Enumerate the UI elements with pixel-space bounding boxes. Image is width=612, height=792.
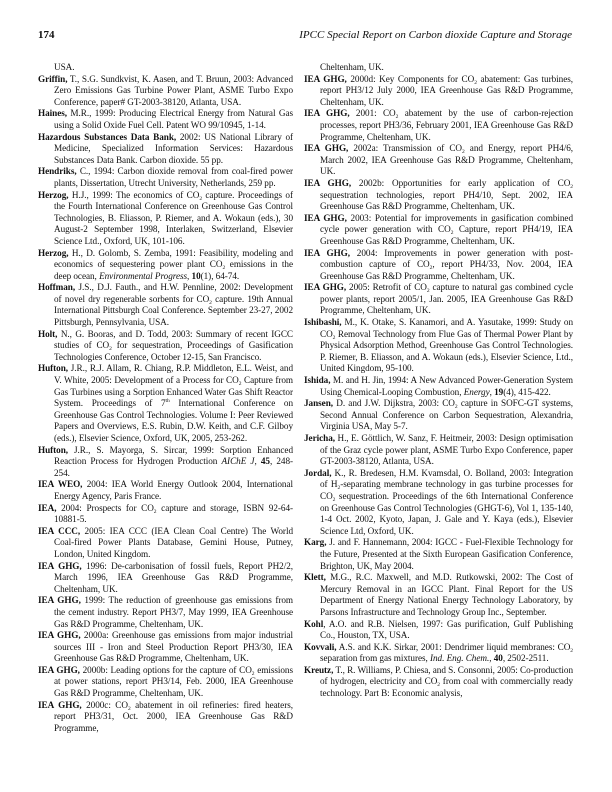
reference-text: M., K. Otake, S. Kanamori, and A. Yasutake, 1999: Study on CO	[320, 317, 573, 339]
reference-text: abatement: Gas turbines, report PH3/12 July 2000, IEA Greenhouse Gas R&D Programme, Cheltenham, UK.	[320, 73, 573, 107]
reference-author: IEA GHG,	[38, 699, 82, 710]
reference-entry	[304, 665, 573, 700]
reference-author: IEA GHG,	[304, 143, 349, 154]
reference-entry	[38, 74, 293, 109]
reference-entry	[304, 282, 573, 317]
reference-text: from coal with commercially ready technology. Part B: Economic analysis,	[320, 676, 573, 699]
reference-author: Haines,	[38, 108, 68, 119]
reference-text: H.J., 1999: The economics of CO	[68, 189, 200, 200]
reference-text: capture and storage, ISBN 92-64-10881-5.	[54, 502, 293, 525]
reference-entry	[38, 503, 293, 526]
reference-entry	[304, 108, 573, 143]
reference-entry	[304, 74, 573, 109]
reference-author: Kreutz,	[304, 664, 334, 675]
reference-text: N., G. Booras, and D. Todd, 2003: Summary of recent IGCC studies of CO	[54, 328, 293, 351]
running-title: IPCC Special Report on Carbon dioxide Capture and Storage	[299, 29, 572, 41]
reference-text: , A.O. and R.B. Nielsen, 1997: Gas purification, Gulf Publishing Co., Houston, TX, USA.	[320, 618, 573, 641]
reference-entry	[304, 619, 573, 642]
reference-author: IEA CCC,	[38, 525, 81, 536]
reference-text: abatement by the use of carbon-rejection processes, report PH3/36, February 2001, IEA Greenhouse Gas R&D Programme, Cheltenham, UK.	[320, 108, 573, 142]
reference-entry	[38, 132, 293, 167]
reference-journal: Environmental Progress	[99, 270, 188, 281]
reference-text: 1999: The reduction of greenhouse gas emissions from the cement industry. Report PH3/7, May 1999, IEA Greenhouse Gas R&D Programme, Cheltenham, UK.	[54, 595, 293, 629]
reference-author: IEA GHG,	[304, 177, 352, 188]
reference-author: IEA GHG,	[38, 664, 80, 675]
reference-author: Griffin,	[38, 73, 68, 84]
reference-entry	[304, 178, 573, 213]
reference-entry	[304, 248, 573, 283]
reference-entry	[304, 572, 573, 618]
reference-entry	[38, 526, 293, 561]
reference-entry	[304, 143, 573, 178]
reference-entry	[38, 166, 293, 189]
reference-author: Hazardous Substances Data Bank,	[38, 131, 177, 142]
reference-entry	[304, 433, 573, 468]
reference-author: Jordal,	[304, 467, 332, 478]
reference-text: 2000c: CO	[81, 699, 128, 710]
reference-author: IEA GHG,	[304, 108, 350, 119]
reference-entry	[38, 630, 293, 665]
reference-text: 2001: CO	[349, 108, 396, 119]
reference-text: (4), 415-422.	[503, 386, 551, 397]
reference-author: Hufton,	[38, 363, 69, 374]
reference-text: , 248-254.	[54, 456, 293, 478]
reference-text: USA.	[54, 62, 75, 72]
reference-author: Kovvali,	[304, 641, 337, 652]
reference-entry	[304, 398, 573, 433]
reference-text: 2	[570, 647, 573, 654]
reference-text: Cheltenham, UK.	[320, 62, 384, 72]
reference-text: th	[165, 398, 170, 405]
reference-text: 2000a: Greenhouse gas emissions from major industrial sources III - Iron and Steel Production Report PH3/30, IEA Greenhouse Gas R&D Programme, Cheltenham, UK.	[54, 630, 293, 664]
reference-text: -separating membrane technology in gas turbine processes for CO	[320, 479, 574, 501]
reference-author: Karg,	[304, 537, 327, 548]
reference-author: Jansen,	[304, 398, 334, 409]
reference-text: D. and J.W. Dijkstra, 2003: CO	[333, 398, 455, 409]
reference-text: 2003: Potential for improvements in gasification combined cycle power generation with CO	[320, 212, 573, 235]
reference-text: 2002b: Opportunities for early application of CO	[351, 177, 571, 188]
reference-continuation	[38, 62, 293, 74]
reference-entry	[304, 213, 573, 248]
reference-text: International Conference on Greenhouse Gas Control Technologies. Volume I: Peer Reviewed Papers and Overviews, E.S. Rubin, D.W. Keith, and C.F. Gilboy (eds.), Elsevier Science, Oxford, UK, 2005, 253-262.	[54, 398, 293, 443]
reference-entry	[38, 595, 293, 630]
reference-entry	[38, 700, 293, 735]
reference-entry	[38, 329, 293, 364]
right-column-references	[304, 62, 573, 700]
reference-entry	[304, 642, 573, 665]
reference-author: Kohl	[304, 618, 324, 629]
reference-text: 2	[109, 346, 112, 353]
reference-text: 2	[199, 195, 203, 202]
reference-text: abatement in oil refineries: fired heaters, report PH3/31, Oct. 2000, IEA Greenhouse Gas R&D Programme,	[54, 699, 293, 733]
reference-text: and Energy, report PH4/6, March 2002, IEA Greenhouse Gas R&D Programme, Cheltenham, UK.	[320, 143, 573, 177]
reference-text: , 2502-2511.	[502, 653, 549, 664]
reference-text: T., S.G. Sundkvist, K. Aasen, and T. Bruun, 2003: Advanced Zero Emissions Gas Turbine Power Plant, ASME Turbo Expo Conference, paper# GT-2003-38120, Atlanta, USA.	[54, 73, 293, 107]
reference-text: sequestration technologies, report PH4/10, Sept. 2002, IEA Greenhouse Gas R&D Programme, Cheltenham, UK.	[320, 189, 573, 212]
reference-entry	[38, 479, 293, 502]
reference-entry	[38, 282, 293, 328]
reference-entry	[38, 363, 293, 444]
reference-text: Capture, report PH4/19, IEA Greenhouse Gas R&D Programme, Cheltenham, UK.	[320, 224, 573, 246]
reference-text: 2000d: Key Components for CO	[346, 73, 475, 84]
reference-text: 2	[450, 230, 454, 237]
reference-text: 2	[437, 682, 440, 689]
reference-text: A.S. and K.K. Sirkar, 2001: Dendrimer liquid membranes: CO	[336, 641, 571, 652]
reference-text: J.S., D.J. Fauth., and H.W. Pennline, 2002: Development of novel dry regenerable sorbents for CO	[54, 282, 293, 304]
reference-text: 2	[454, 404, 458, 411]
page-number: 174	[38, 29, 55, 41]
reference-text: M.G., R.C. Maxwell, and M.D. Rutkowski, 2002: The Cost of Mercury Removal in an IGCC Plant. Final Report for the US Department of Energy National Energy Technology Laboratory, by Parsons Infrastructure and Technology Group Inc., September.	[320, 572, 573, 617]
reference-text: 2004: IEA World Energy Outlook 2004, International Energy Agency, Paris France.	[54, 479, 293, 501]
reference-text: Removal Technology from Flue Gas of Thermal Power Plant by Physical Adsorption Method, Greenhouse Gas Control Technologies. P. Riemer, B. Eliasson, and A. Wokaun (eds.), Elsevier Science, Ltd., United Kingdom, 95-100.	[320, 328, 573, 374]
reference-text: ,	[187, 270, 192, 281]
reference-text: J.R., R.J. Allam, R. Chiang, R.P. Middleton, E.L. Weist, and V. White, 2005: Development of a Process for CO	[54, 363, 293, 386]
reference-text: 2	[222, 265, 226, 272]
reference-entry	[38, 665, 293, 700]
reference-text: 2004: Prospects for CO	[56, 502, 154, 513]
reference-text: 2	[429, 265, 433, 272]
reference-text: 40	[493, 653, 503, 664]
reference-text: J.R., S. Mayorga, S. Sircar, 1999: Sorption Enhanced Reaction Process for Hydrogen Production	[54, 444, 293, 467]
reference-text: 45	[260, 456, 270, 467]
reference-text: 2004: Improvements in power generation with post-combustion capture of CO	[320, 247, 573, 270]
reference-text: separation from gas mixtures,	[320, 653, 430, 664]
reference-text: emissions in the deep ocean,	[54, 259, 293, 281]
reference-author: Hufton,	[38, 444, 69, 455]
reference-journal: AIChE J	[221, 456, 255, 467]
reference-entry	[304, 537, 573, 572]
reference-journal: Energy	[463, 386, 490, 397]
reference-text: 2	[127, 705, 131, 712]
reference-text: 2	[251, 670, 255, 677]
reference-author: IEA GHG,	[304, 73, 347, 84]
reference-entry	[38, 561, 293, 596]
reference-text: J. and F. Hannemann, 2004: IGCC - Fuel-Flexible Technology for the Future, Presented at the Sixth European Gasification Conference, Brighton, UK, May 2004.	[320, 537, 573, 571]
reference-text: M. and H. Jin, 1994: A New Advanced Power-Generation System Using Chemical-Looping Combustion,	[320, 375, 573, 397]
reference-text: 2	[474, 79, 477, 86]
reference-continuation	[304, 62, 573, 74]
reference-text: K., R. Bredesen, H.M. Kvamsdal, O. Bolland, 2003: Integration of H	[320, 467, 573, 490]
reference-text: 2	[332, 334, 336, 341]
reference-entry	[304, 468, 573, 538]
reference-author: IEA GHG,	[304, 247, 351, 258]
reference-text: Capture from Gas Turbines using a Sorption Enhanced Water Gas Shift Reactor System. Proceedings of 7	[54, 375, 293, 409]
reference-author: Ishibashi,	[304, 317, 342, 328]
reference-text: capture to natural gas combined cycle power plants, report 2005/1, Jan. 2005, IEA Greenhouse Gas R&D Programme, Cheltenham, UK.	[320, 282, 574, 316]
reference-text: 2	[570, 183, 573, 190]
reference-text: 2000b: Leading options for the capture of CO	[79, 664, 252, 675]
reference-author: Ishida,	[304, 375, 331, 386]
reference-entry	[38, 190, 293, 248]
reference-text: capture. 19th Annual International Pittsburgh Coal Conference. September 23-27, 2002 Pittsburgh, Pennsylvania, USA.	[54, 293, 293, 328]
reference-journal: Ind. Eng. Chem.	[430, 653, 490, 664]
reference-text: 19	[494, 386, 504, 397]
reference-text: 10	[191, 270, 201, 281]
reference-author: Herzog,	[38, 189, 69, 200]
reference-author: IEA GHG,	[304, 212, 347, 223]
reference-text: 2	[238, 381, 242, 388]
reference-text: capture in SOFC-GT systems, Second Annual Conference on Carbon Sequestration, Alexandria, Virginia USA, May 5-7.	[320, 398, 574, 432]
reference-text: 2	[462, 149, 465, 156]
reference-text: 2	[209, 299, 212, 306]
reference-text: 1996: De-carbonisation of fossil fuels, Report PH2/2, March 1996, IEA Greenhouse Gas R&D Programme, Cheltenham, UK.	[54, 560, 293, 594]
reference-text: 2	[426, 288, 430, 295]
reference-entry	[304, 375, 573, 398]
reference-entry	[304, 317, 573, 375]
reference-entry	[38, 445, 293, 480]
reference-text: 2002a: Transmission of CO	[348, 143, 462, 154]
reference-author: Klett,	[304, 572, 326, 583]
reference-text: ,	[489, 653, 494, 664]
reference-author: IEA GHG,	[38, 595, 81, 606]
reference-author: IEA GHG,	[38, 560, 82, 571]
reference-text: 2002: US National Library of Medicine, Specialized Information Services: Hazardous Substances Data Bank. Carbon dioxide. 55 pp.	[54, 131, 294, 165]
left-column-references	[38, 62, 293, 734]
reference-author: IEA GHG,	[38, 630, 81, 641]
reference-text: 2	[395, 114, 399, 121]
reference-text: M.R., 1999: Producing Electrical Energy from Natural Gas using a Solid Oxide Fuel Cell. Patent WO 99/10945, 1-14.	[54, 108, 293, 130]
reference-author: IEA GHG,	[304, 282, 347, 293]
reference-text: sequestration. Proceedings of the 6th International Conference on Greenhouse Gas Control Technologies (GHGT-6), Vol 1, 135-140, 1-4 Oct. 2002, Kyoto, Japan, J. Gale and Y. Kaya (eds.), Elsevier Science Ltd, Oxford, UK.	[320, 490, 573, 536]
reference-author: Hendriks,	[38, 166, 77, 177]
reference-entry	[38, 108, 293, 131]
reference-text: (1), 64-74.	[200, 270, 240, 281]
reference-text: emissions at power stations, report PH3/14, Feb. 2000, IEA Greenhouse Gas R&D Programme, Cheltenham, UK.	[54, 664, 293, 699]
reference-author: IEA WEO,	[38, 479, 83, 490]
reference-text: capture. Proceedings of the Fourth International Conference on Greenhouse Gas Control Technologies, B. Eliasson, P. Riemer, and A. Wokaun (eds.), 30 August-2 September 1998, Interlaken, Switzerland, Elsevier Science Ltd., Oxford, UK, 101-106.	[54, 189, 293, 246]
reference-author: Jericha,	[304, 433, 335, 443]
reference-author: Holt,	[38, 328, 58, 339]
reference-text: for sequestration, Proceedings of Gasification Technologies Conference, October 12-15, San Francisco.	[54, 340, 293, 362]
reference-author: IEA,	[38, 502, 57, 513]
reference-text: T., R. Williams, P. Chiesa, and S. Consonni, 2005: Co-production of hydrogen, electricity and CO	[320, 664, 573, 687]
reference-text: H., D. Golomb, S. Zemba, 1991: Feasibility, modeling and economics of sequestering power plant CO	[54, 247, 293, 270]
reference-text: C., 1994: Carbon dioxide removal from coal-fired power plants, Dissertation, Utrecht University, Netherlands, 259 pp.	[54, 166, 293, 188]
reference-text: 2005: IEA CCC (IEA Clean Coal Centre) The World Coal-fired Power Plants Database, Gemini House, Putney, London, United Kingdom.	[54, 525, 293, 559]
reference-author: Hoffman,	[38, 282, 76, 293]
reference-text: 2	[153, 508, 157, 515]
reference-text: 2	[332, 496, 336, 503]
reference-text: H., E. Göttlich, W. Sanz, F. Heitmeir, 2003: Design optimisation of the Graz cycle power plant, ASME Turbo Expo Conference, paper GT-2003-38120, Atlanta, USA.	[320, 433, 573, 467]
reference-text: 2	[337, 485, 341, 492]
reference-text: 2005: Retrofit of CO	[346, 282, 427, 293]
reference-text: , report PH4/33, Nov. 2004, IEA Greenhouse Gas R&D Programme, Cheltenham, UK.	[320, 259, 574, 281]
reference-text: ,	[254, 456, 261, 467]
reference-author: Herzog,	[38, 247, 69, 258]
reference-entry	[38, 248, 293, 283]
reference-text: ,	[489, 386, 495, 397]
